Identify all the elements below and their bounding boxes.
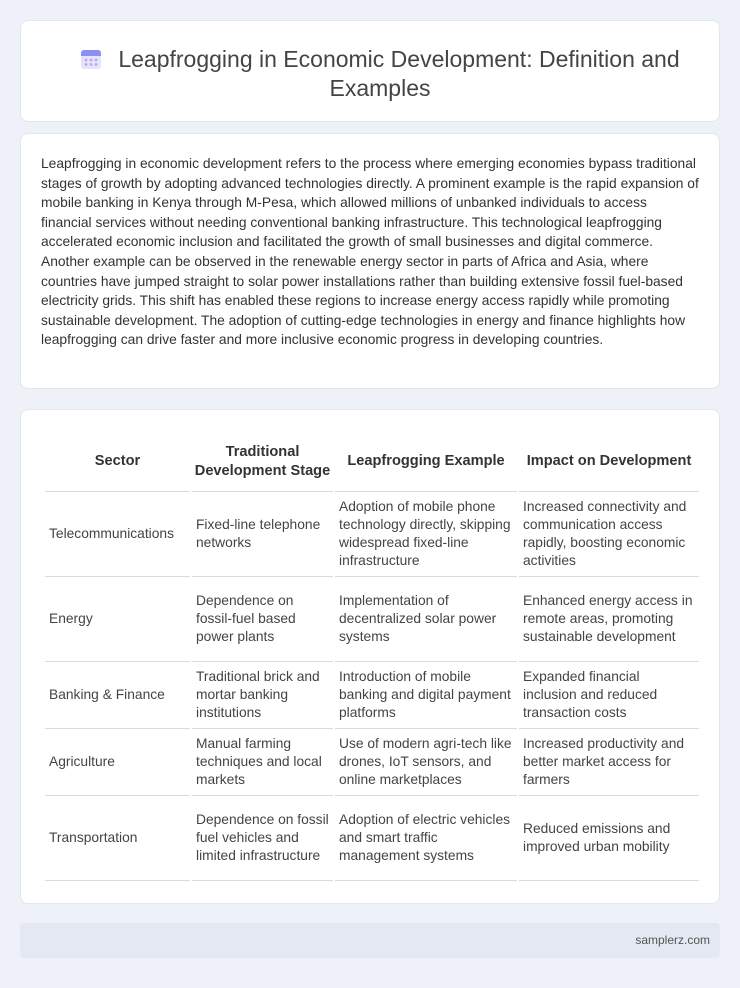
table-card: [20, 409, 720, 904]
title-text: Leapfrogging in Economic Development: Definition and Examples: [118, 46, 680, 101]
header-leapfrogging-example: Leapfrogging Example: [335, 432, 517, 492]
comparison-table: [43, 432, 701, 881]
header-impact: Impact on Development: [519, 432, 699, 492]
cell-sector: Agriculture: [45, 729, 190, 796]
cell-impact: Reduced emissions and improved urban mobility: [519, 796, 699, 881]
cell-leapfrogging-example: Use of modern agri-tech like drones, IoT sensors, and online marketplaces: [335, 729, 517, 796]
cell-leapfrogging-example: Introduction of mobile banking and digital payment platforms: [335, 662, 517, 729]
footer-site-link[interactable]: samplerz.com: [635, 933, 710, 947]
calendar-icon: [80, 48, 102, 70]
cell-impact: Expanded financial inclusion and reduced transaction costs: [519, 662, 699, 729]
table-row: [45, 492, 699, 577]
cell-traditional-stage: Dependence on fossil-fuel based power plants: [192, 577, 333, 662]
table-row: [45, 729, 699, 796]
cell-sector: Transportation: [45, 796, 190, 881]
cell-traditional-stage: Manual farming techniques and local markets: [192, 729, 333, 796]
table-row: [45, 577, 699, 662]
footer: [20, 923, 720, 958]
page-title: [61, 45, 699, 103]
cell-traditional-stage: Fixed-line telephone networks: [192, 492, 333, 577]
intro-card: [20, 133, 720, 389]
cell-impact: Enhanced energy access in remote areas, promoting sustainable development: [519, 577, 699, 662]
cell-impact: Increased connectivity and communication access rapidly, boosting economic activities: [519, 492, 699, 577]
cell-leapfrogging-example: Adoption of electric vehicles and smart traffic management systems: [335, 796, 517, 881]
cell-sector: Telecommunications: [45, 492, 190, 577]
cell-leapfrogging-example: Implementation of decentralized solar power systems: [335, 577, 517, 662]
table-row: [45, 796, 699, 881]
cell-traditional-stage: Dependence on fossil fuel vehicles and limited infrastructure: [192, 796, 333, 881]
header-sector: Sector: [45, 432, 190, 492]
cell-impact: Increased productivity and better market access for farmers: [519, 729, 699, 796]
table-row: [45, 662, 699, 729]
cell-sector: Energy: [45, 577, 190, 662]
cell-leapfrogging-example: Adoption of mobile phone technology directly, skipping widespread fixed-line infrastructure: [335, 492, 517, 577]
cell-traditional-stage: Traditional brick and mortar banking institutions: [192, 662, 333, 729]
intro-paragraph: Leapfrogging in economic development refers to the process where emerging economies bypass traditional stages of growth by adopting advanced technologies directly. A prominent example is the rapid expansion of mobile banking in Kenya through M-Pesa, which allowed millions of unbanked individuals to access financial services without needing conventional banking infrastructure. This technological leapfrogging accelerated economic inclusion and facilitated the growth of small businesses and digital commerce. Another example can be observed in the renewable energy sector in parts of Africa and Asia, where countries have jumped straight to solar power installations rather than building extensive fossil fuel-based electricity grids. This shift has enabled these regions to increase energy access rapidly while promoting sustainable development. The adoption of cutting-edge technologies in energy and finance highlights how leapfrogging can drive faster and more inclusive economic progress in developing countries.: [41, 156, 699, 348]
table-header-row: [45, 432, 699, 492]
cell-sector: Banking & Finance: [45, 662, 190, 729]
header-card: [20, 20, 720, 122]
header: [61, 45, 699, 103]
header-traditional-stage: Traditional Development Stage: [192, 432, 333, 492]
